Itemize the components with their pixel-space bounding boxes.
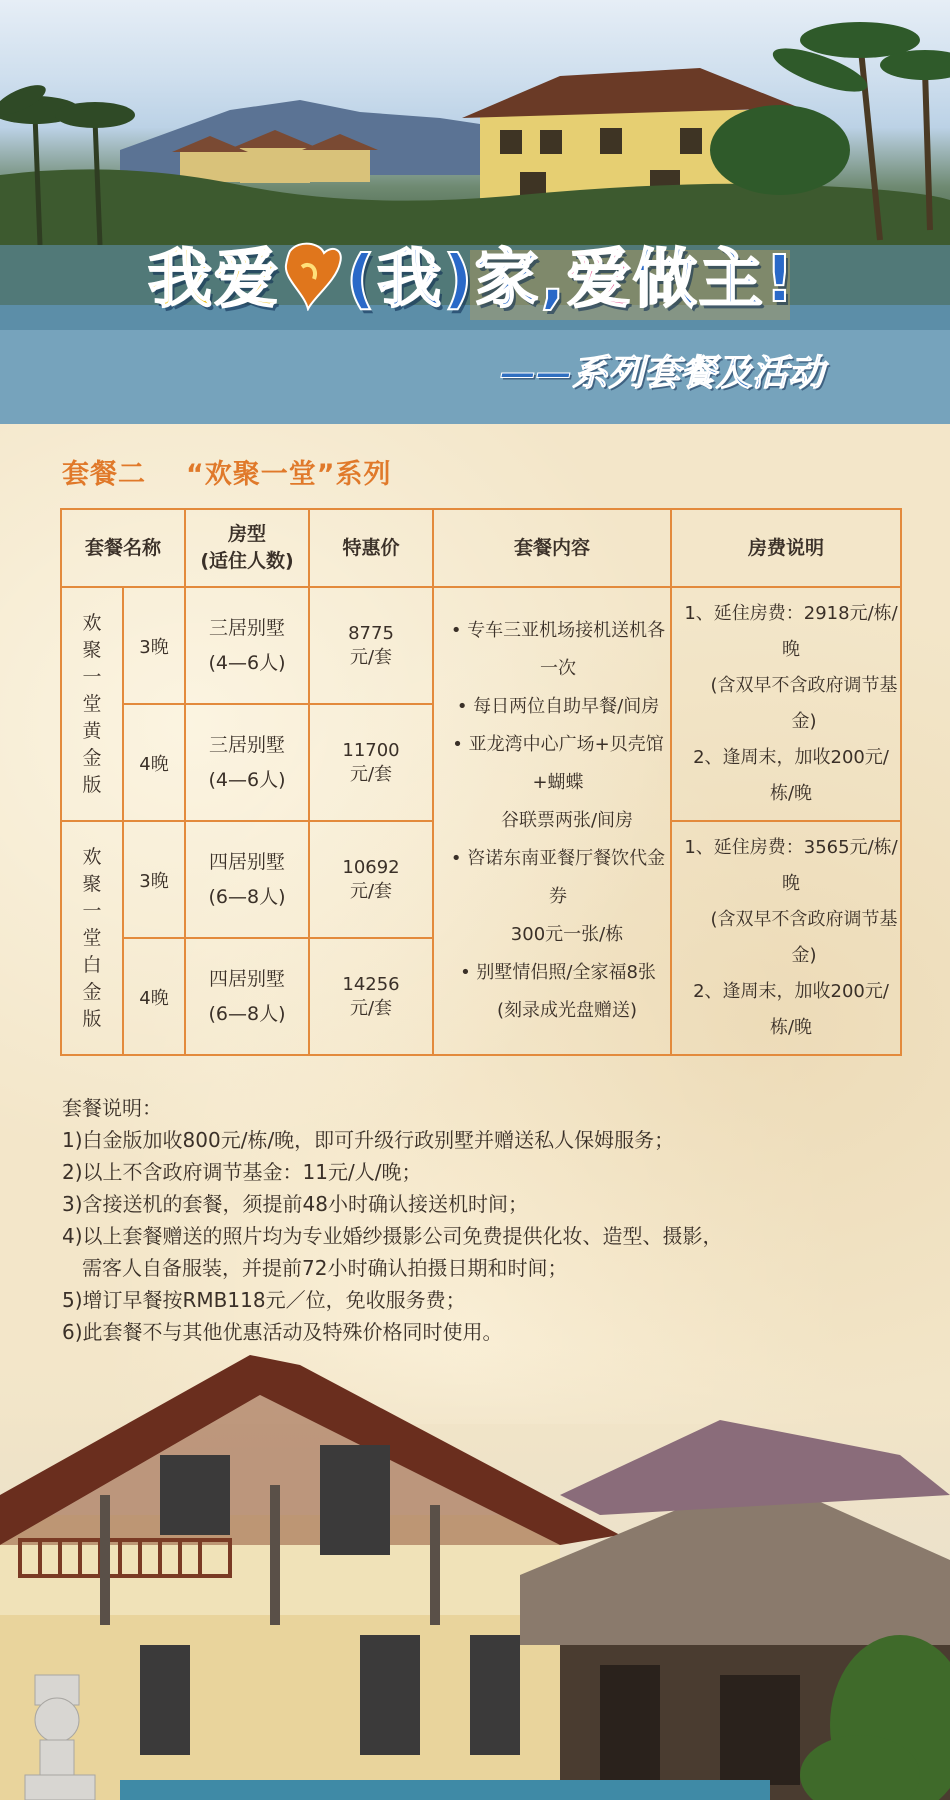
fee-line: 2、逢周末，加收200元/栋/晚 — [693, 981, 889, 1038]
hero-title — [148, 228, 848, 320]
price-value: 11700 — [342, 739, 400, 761]
note-line: 5)增订早餐按RMB118元／位，免收服务费； — [62, 1288, 466, 1312]
note-line: 2)以上不含政府调节基金：11元/人/晚； — [62, 1160, 422, 1184]
header-room-type-line1: 房型 — [228, 523, 267, 545]
price-cell — [309, 821, 433, 938]
nights-cell: 3晚 — [123, 587, 185, 704]
package-notes — [62, 1092, 882, 1348]
section-title-series: “欢聚一堂”系列 — [186, 459, 392, 490]
section-title-package: 套餐二 — [62, 459, 146, 490]
content-line: • 专车三亚机场接机送机各一次 — [450, 620, 666, 679]
content-line: 300元一张/栋 — [510, 924, 624, 945]
price-cell — [309, 704, 433, 821]
note-line: 1)白金版加收800元/栋/晚，即可升级行政别墅并赠送私人保姆服务； — [62, 1128, 675, 1152]
section-title — [62, 452, 392, 491]
content-line: • 咨诺东南亚餐厅餐饮代金券 — [450, 848, 666, 907]
room-cell — [185, 938, 309, 1055]
room-cell — [185, 821, 309, 938]
nights-cell: 3晚 — [123, 821, 185, 938]
header-price: 特惠价 — [309, 509, 433, 587]
hero-title-part2: (我)家, — [346, 243, 567, 317]
fee-line: 2、逢周末，加收200元/栋/晚 — [693, 747, 889, 804]
note-line: 4)以上套餐赠送的照片均为专业婚纱摄影公司免费提供化妆、造型、摄影， — [62, 1224, 723, 1248]
content-line: • 每日两位自助早餐/间房 — [456, 696, 660, 717]
hero-title-part4: 做主! — [632, 243, 796, 317]
content-line: 谷联票两张/间房 — [500, 810, 634, 831]
group-name-gold — [61, 587, 123, 821]
group-name-platinum — [61, 821, 123, 1055]
hero-title-part1: 我爱 — [148, 243, 280, 317]
room-guests: (6—8人) — [208, 885, 286, 908]
room-name: 三居别墅 — [209, 733, 286, 756]
room-guests: (4—6人) — [208, 768, 286, 791]
price-cell — [309, 938, 433, 1055]
room-cell — [185, 704, 309, 821]
price-unit: 元/套 — [349, 646, 393, 668]
content-line: • 别墅情侣照/全家福8张 — [460, 962, 656, 983]
header-fee: 房费说明 — [671, 509, 901, 587]
hero-subtitle: ——系列套餐及活动 — [500, 353, 825, 394]
package-table — [60, 508, 902, 1056]
price-unit: 元/套 — [349, 997, 393, 1019]
calligraphy-heart-icon — [280, 239, 346, 311]
content-line: (刻录成光盘赠送) — [496, 1000, 638, 1021]
nights-cell: 4晚 — [123, 704, 185, 821]
room-name: 三居别墅 — [209, 616, 286, 639]
note-line: 需客人自备服装，并提前72小时确认拍摄日期和时间； — [82, 1256, 568, 1280]
price-unit: 元/套 — [349, 880, 393, 902]
room-guests: (4—6人) — [208, 651, 286, 674]
price-value: 14256 — [342, 973, 400, 995]
hero-banner — [0, 0, 950, 424]
table-header-row — [61, 509, 901, 587]
fee-line: 1、延住房费：2918元/栋/晚 — [684, 603, 898, 660]
fee-line: 1、延住房费：3565元/栋/晚 — [684, 837, 898, 894]
note-line: 6)此套餐不与其他优惠活动及特殊价格同时使用。 — [62, 1320, 503, 1344]
fee-line: (含双早不含政府调节基金) — [710, 675, 898, 732]
group-name-gold-text: 欢聚一堂黄金版 — [82, 611, 102, 796]
fee-note-gold — [671, 587, 901, 821]
room-cell — [185, 587, 309, 704]
villa-photo — [0, 1345, 950, 1800]
header-room-type-line2: (适住人数) — [200, 550, 294, 572]
room-name: 四居别墅 — [209, 850, 286, 873]
price-unit: 元/套 — [349, 763, 393, 785]
notes-heading: 套餐说明： — [62, 1096, 162, 1120]
room-name: 四居别墅 — [209, 967, 286, 990]
price-cell — [309, 587, 433, 704]
content-line: • 亚龙湾中心广场+贝壳馆+蝴蝶 — [452, 734, 664, 793]
package-content-cell — [433, 587, 671, 1055]
room-guests: (6—8人) — [208, 1002, 286, 1025]
price-value: 10692 — [342, 856, 400, 878]
note-line: 3)含接送机的套餐，须提前48小时确认接送机时间； — [62, 1192, 528, 1216]
header-content: 套餐内容 — [433, 509, 671, 587]
fee-note-platinum — [671, 821, 901, 1055]
price-value: 8775 — [348, 622, 394, 644]
group-name-platinum-text: 欢聚一堂白金版 — [82, 845, 102, 1030]
nights-cell: 4晚 — [123, 938, 185, 1055]
fee-line: (含双早不含政府调节基金) — [710, 909, 898, 966]
hero-title-part3: 爱 — [566, 243, 633, 317]
header-room-type — [185, 509, 309, 587]
header-package-name: 套餐名称 — [61, 509, 185, 587]
table-row — [61, 587, 901, 704]
